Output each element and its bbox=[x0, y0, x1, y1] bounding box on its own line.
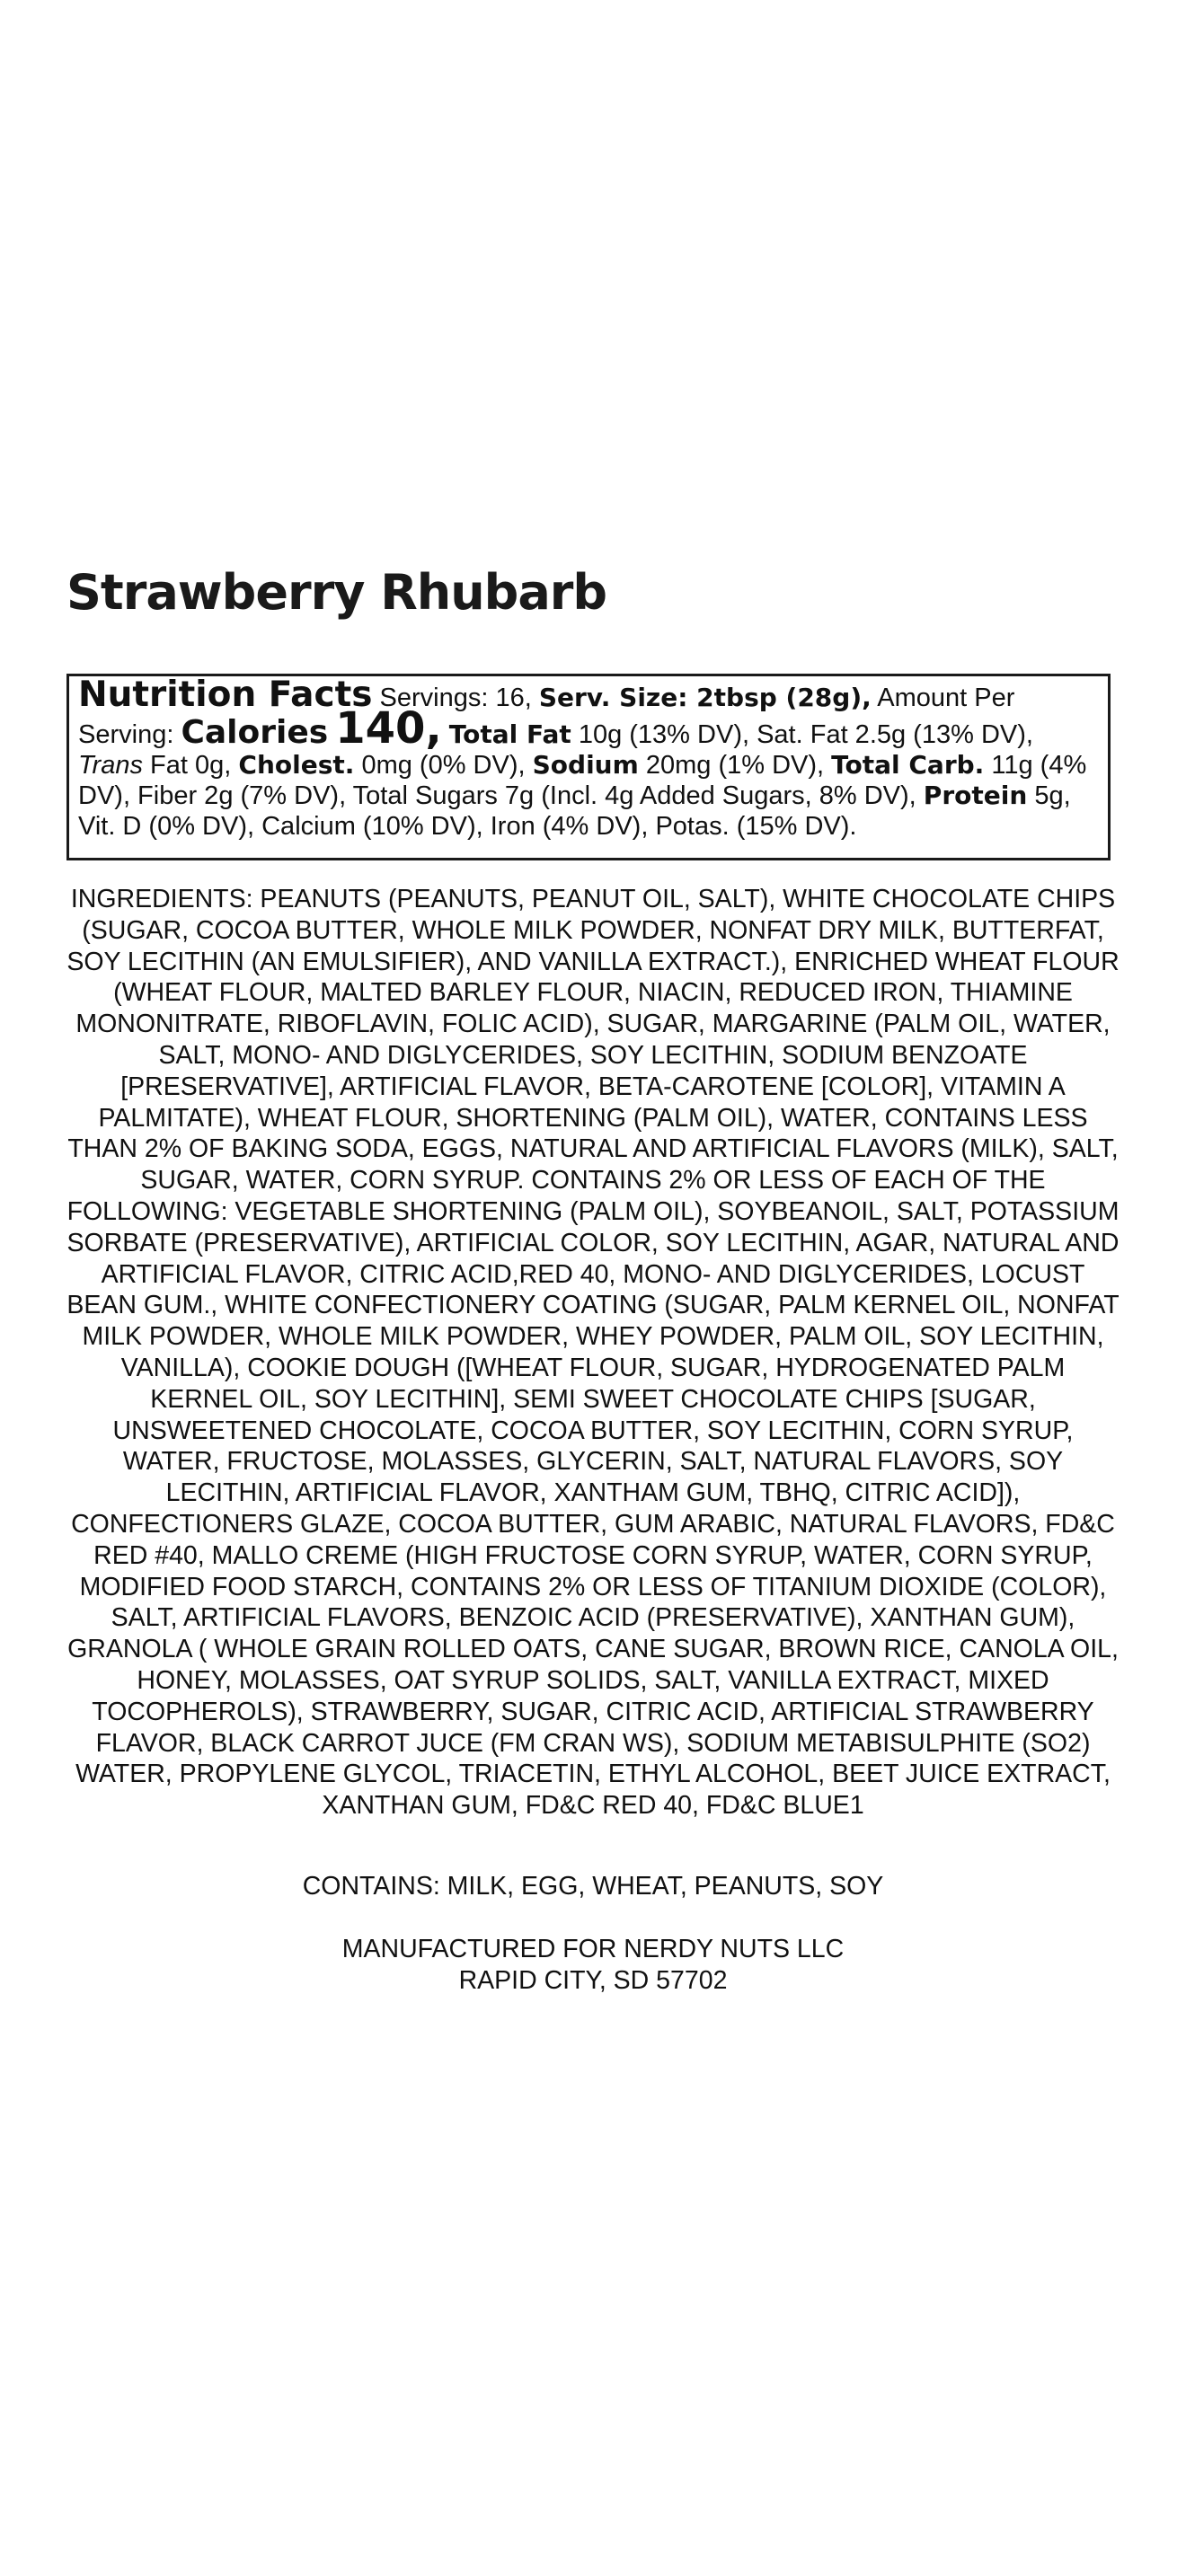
amount-per-serving-text: Amount Per Serving: bbox=[78, 684, 1015, 749]
cholesterol-value: 0mg (0% DV), bbox=[361, 751, 526, 780]
manufacturer-line: MANUFACTURED FOR NERDY NUTS LLC bbox=[341, 1935, 845, 1963]
manufacturer-address: RAPID CITY, SD 57702 bbox=[458, 1965, 728, 1995]
serving-size-label: Serv. Size: 2tbsp (28g), bbox=[538, 683, 872, 712]
calories-label: Calories bbox=[181, 714, 329, 751]
trans-fat-value: Fat 0g, bbox=[150, 751, 232, 780]
ingredients-text: INGREDIENTS: PEANUTS (PEANUTS, PEANUT OIL, SALT), WHITE CHOCOLATE CHIPS (SUGAR, COCOA BUTTER, WHOLE MILK POWDER, NONFAT DRY MILK, BUTTERFAT, SOY LECITHIN (AN EMULSIFIER), AND VANILLA EXTRACT.), ENRICHED WHEAT FLOUR (WHEAT FLOUR, MALTED BARLEY FLOUR, NIACIN, REDUCED IRON, THIAMINE MONONITRATE, RIBOFLAVIN, FOLIC ACID), SUGAR, MARGARINE (PALM OIL, WATER, SALT, MONO- AND DIGLYCERIDES, SOY LECITHIN, SODIUM BENZOATE [PRESERVATIVE], ARTIFICIAL FLAVOR, BETA-CAROTENE [COLOR], VITAMIN A PALMITATE), WHEAT FLOUR, SHORTENING (PALM OIL), WATER, CONTAINS LESS THAN 2% OF BAKING SODA, EGGS, NATURAL AND ARTIFICIAL FLAVORS (MILK), SALT, SUGAR, WATER, CORN SYRUP. CONTAINS 2% OR LESS OF EACH OF THE FOLLOWING: VEGETABLE SHORTENING (PALM OIL), SOYBEANOIL, SALT, POTASSIUM SORBATE (PRESERVATIVE), ARTIFICIAL COLOR, SOY LECITHIN, AGAR, NATURAL AND ARTIFICIAL FLAVOR, CITRIC ACID,RED 40, MONO- AND DIGLYCERIDES, LOCUST BEAN GUM., WHITE CONFECTIONERY COATING (SUGAR, PALM KERNEL OIL, NONFAT MILK POWDER, WHOLE MILK POWDER, WHEY POWDER, PALM OIL, SOY LECITHIN, VANILLA), COOKIE DOUGH ([WHEAT FLOUR, SUGAR, HYDROGENATED PALM KERNEL OIL, SOY LECITHIN], SEMI SWEET CHOCOLATE CHIPS [SUGAR, UNSWEETENED CHOCOLATE, COCOA BUTTER, SOY LECITHIN, CORN SYRUP, WATER, FRUCTOSE, MOLASSES, GLYCERIN, SALT, NATURAL FLAVORS, SOY LECITHIN, ARTIFICIAL FLAVOR, XANTHAM GUM, TBHQ, CITRIC ACID]), CONFECTIONERS GLAZE, COCOA BUTTER, GUM ARABIC, NATURAL FLAVORS, FD&C RED #40, MALLO CREME (HIGH FRUCTOSE CORN SYRUP, WATER, CORN SYRUP, MODIFIED FOOD STARCH, CONTAINS 2% OR LESS OF TITANIUM DIOXIDE (COLOR), SALT, ARTIFICIAL FLAVORS, BENZOIC ACID (PRESERVATIVE), XANTHAN GUM), GRANOLA ( WHOLE GRAIN ROLLED OATS, CANE SUGAR, BROWN RICE, CANOLA OIL, HONEY, MOLASSES, OAT SYRUP SOLIDS, SALT, VANILLA EXTRACT, MIXED TOCOPHEROLS), STRAWBERRY, SUGAR, CITRIC ACID, ARTIFICIAL STRAWBERRY FLAVOR, BLACK CARROT JUCE (FM CRAN WS), SODIUM METABISULPHITE (SO2) WATER, PROPYLENE GLYCOL, TRIACETIN, ETHYL ALCOHOL, BEET JUICE EXTRACT, XANTHAN GUM, FD&C RED 40, FD&C BLUE1 bbox=[66, 885, 1120, 1821]
cholesterol-label: Cholest. bbox=[238, 750, 355, 780]
total-fat-value: 10g (13% DV), Sat. Fat 2.5g (13% DV), bbox=[578, 720, 1033, 749]
nutrition-facts-heading: Nutrition Facts bbox=[78, 675, 373, 715]
total-fat-label: Total Fat bbox=[448, 719, 571, 749]
nutrition-facts-panel bbox=[66, 674, 1111, 860]
manufacturer-info bbox=[66, 1934, 1120, 1997]
total-carb-value: 11g (4% DV), Fiber 2g (7% DV), Total Sugars 7g (Incl. 4g Added Sugars, 8% DV), bbox=[78, 751, 1087, 810]
product-title: Strawberry Rhubarb bbox=[66, 564, 607, 621]
calories-value: 140, bbox=[335, 703, 442, 754]
allergen-statement: CONTAINS: MILK, EGG, WHEAT, PEANUTS, SOY bbox=[302, 1872, 884, 1901]
protein-value: 5g, Vit. D (0% DV), Calcium (10% DV), Iron (4% DV), Potas. (15% DV). bbox=[78, 781, 1071, 841]
protein-label: Protein bbox=[923, 781, 1028, 810]
trans-fat-label: Trans bbox=[78, 751, 143, 780]
sodium-value: 20mg (1% DV), bbox=[645, 751, 825, 780]
sodium-label: Sodium bbox=[532, 750, 639, 780]
servings-text: Servings: 16, bbox=[379, 684, 532, 712]
total-carb-label: Total Carb. bbox=[831, 750, 985, 780]
